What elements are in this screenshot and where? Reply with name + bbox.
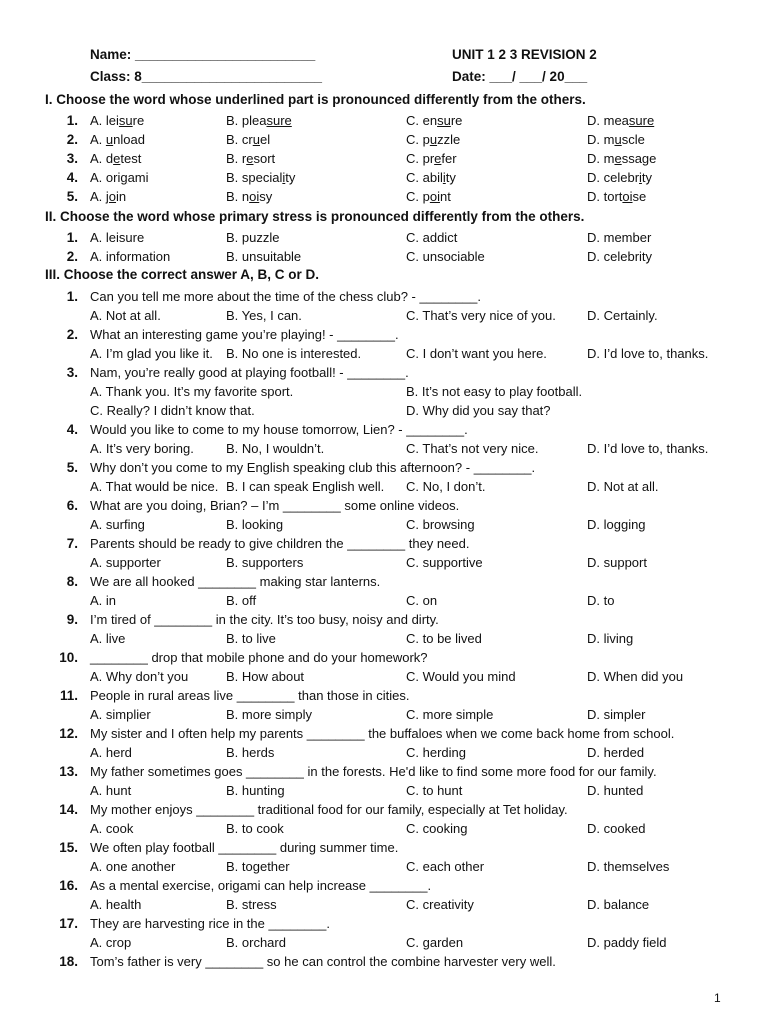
answer-option: D. hunted [587,783,644,798]
answer-option: B. hunting [226,783,285,798]
answer-option: B. off [226,593,257,608]
underlined-part: jo [105,189,117,204]
question-stem: I’m tired of ________ in the city. It’s too busy, noisy and dirty. [90,612,439,627]
question-row [0,327,768,346]
question-row [0,840,768,859]
unit-title: UNIT 1 2 3 REVISION 2 [452,47,597,62]
answer-option: B. No, I wouldn’t. [226,441,325,456]
question-stem: Can you tell me more about the time of the chess club? - ________. [90,289,481,304]
answer-option [406,189,451,204]
answer-option: B. together [226,859,290,874]
answer-option: D. balance [587,897,650,912]
answer-option: D. cooked [587,821,646,836]
question-number: 13. [59,764,78,779]
option-text: A. lei [90,113,119,128]
question-stem: What are you doing, Brian? – I’m ________ some online videos. [90,498,460,513]
answer-option: A. surfing [90,517,145,532]
answer-option: C. That’s very nice of you. [406,308,556,323]
question-number: 11. [59,688,78,703]
question-stem: As a mental exercise, origami can help increase ________. [90,878,432,893]
option-text: C. en [406,113,438,128]
question-row [0,189,768,208]
section-3-heading: III. Choose the correct answer A, B, C or D. [45,267,320,282]
date-field-label: Date: ___/ ___/ 20___ [452,69,588,84]
question-number: 4. [66,170,78,185]
question-row [0,574,768,593]
option-text: C. p [406,189,430,204]
answer-option [587,170,652,185]
answer-option: D. logging [587,517,646,532]
question-stem: Would you like to come to my house tomorrow, Lien? - ________. [90,422,468,437]
answer-option: C. more simple [406,707,494,722]
options-row [0,384,768,403]
question-stem: We often play football ________ during summer time. [90,840,399,855]
question-stem: Why don’t you come to my English speaking club this afternoon? - ________. [90,460,536,475]
question-row [0,650,768,669]
question-number: 3. [66,365,78,380]
option-text: ty [641,170,653,185]
options-row [0,707,768,726]
answer-option: A. supporter [90,555,161,570]
options-row [0,669,768,688]
answer-option [226,113,292,128]
question-row [0,878,768,897]
underlined-part: u [252,132,260,147]
option-text: zzle [437,132,461,147]
answer-option: B. orchard [226,935,286,950]
question-row [0,498,768,517]
answer-option: A. herd [90,745,132,760]
question-row [0,460,768,479]
option-text: D. m [587,132,615,147]
answer-option: B. No one is interested. [226,346,362,361]
question-row [0,726,768,745]
question-row [0,132,768,151]
question-stem: What an interesting game you’re playing! - ________. [90,327,399,342]
answer-option: A. in [90,593,117,608]
answer-option: A. I’m glad you like it. [90,346,213,361]
answer-option: C. unsociable [406,249,485,264]
answer-option: D. herded [587,745,645,760]
options-row [0,479,768,498]
options-row [0,403,768,422]
option-text: C. abil [406,170,443,185]
answer-option: A. live [90,631,126,646]
answer-option: C. That’s not very nice. [406,441,539,456]
underlined-part: u [105,132,114,147]
answer-option: C. No, I don’t. [406,479,486,494]
answer-option [587,151,656,166]
option-text: ssage [621,151,657,166]
question-row [0,536,768,555]
question-stem: They are harvesting rice in the ________. [90,916,330,931]
option-text: sort [253,151,276,166]
option-text: D. tort [587,189,623,204]
answer-option: B. How about [226,669,305,684]
answer-option: C. each other [406,859,485,874]
answer-option: D. When did you [587,669,684,684]
question-number: 2. [66,132,78,147]
answer-option: A. crop [90,935,132,950]
answer-option: D. celebrity [587,249,653,264]
answer-option: D. living [587,631,634,646]
answer-option [226,132,270,147]
underlined-part: sure [628,113,655,128]
question-row [0,230,768,249]
answer-option [90,151,141,166]
underlined-part: su [437,113,451,128]
answer-option: C. browsing [406,517,475,532]
option-text: A. [90,189,106,204]
answer-option: A. Why don’t you [90,669,189,684]
section-1-heading: I. Choose the word whose underlined part is pronounced differently from the others. [45,92,586,107]
underlined-part: u [614,132,622,147]
answer-option: A. hunt [90,783,132,798]
question-row [0,289,768,308]
option-text: se [632,189,647,204]
options-row [0,897,768,916]
question-stem: People in rural areas live ________ than those in cities. [90,688,410,703]
question-stem: Parents should be ready to give children the ________ they need. [90,536,470,551]
answer-option: D. simpler [587,707,646,722]
answer-option: D. Certainly. [587,308,658,323]
answer-option: B. looking [226,517,284,532]
answer-option: B. more simply [226,707,312,722]
options-row [0,517,768,536]
question-row [0,612,768,631]
answer-option [226,189,272,204]
underlined-part: e [614,151,622,166]
option-text: el [259,132,271,147]
answer-option: B. It’s not easy to play football. [406,384,583,399]
option-text: D. mea [587,113,629,128]
question-row [0,113,768,132]
option-text: A. [90,132,106,147]
options-row [0,935,768,954]
option-text: nt [439,189,451,204]
option-text: nload [113,132,145,147]
question-stem: We are all hooked ________ making star lanterns. [90,574,381,589]
answer-option: C. creativity [406,897,474,912]
answer-option: C. to be lived [406,631,482,646]
option-text: B. cr [226,132,253,147]
options-row [0,555,768,574]
answer-option: C. to hunt [406,783,463,798]
answer-option: A. Thank you. It’s my favorite sport. [90,384,294,399]
question-number: 8. [66,574,78,589]
answer-option [90,132,145,147]
question-row [0,764,768,783]
answer-option: C. on [406,593,438,608]
options-row [0,308,768,327]
question-row [0,422,768,441]
question-row [0,249,768,268]
options-row [0,745,768,764]
answer-option: A. It’s very boring. [90,441,194,456]
question-stem: Nam, you’re really good at playing football! - ________. [90,365,409,380]
section-2-heading: II. Choose the word whose primary stress is pronounced differently from the others. [45,209,585,224]
answer-option: B. supporters [226,555,304,570]
answer-option [406,132,460,147]
answer-option: B. puzzle [226,230,280,245]
answer-option: C. herding [406,745,466,760]
underlined-part: e [434,151,442,166]
answer-option: D. Why did you say that? [406,403,551,418]
answer-option: D. to [587,593,615,608]
answer-option: D. member [587,230,652,245]
underlined-part: su [118,113,133,128]
options-row [0,783,768,802]
answer-option: A. health [90,897,142,912]
option-text: re [450,113,463,128]
option-text: D. m [587,151,615,166]
question-row [0,916,768,935]
underlined-part: oi [249,189,260,204]
question-row [0,365,768,384]
option-text: B. special [226,170,283,185]
question-number: 15. [59,840,78,855]
question-row [0,151,768,170]
question-row [0,802,768,821]
underlined-part: e [113,151,121,166]
answer-option: C. I don’t want you here. [406,346,547,361]
question-row [0,954,768,973]
answer-option [226,170,295,185]
options-row [0,821,768,840]
answer-option: A. Not at all. [90,308,161,323]
question-number: 12. [59,726,78,741]
answer-option [90,189,126,204]
underlined-part: i [442,170,446,185]
answer-option: C. supportive [406,555,483,570]
answer-option [587,132,645,147]
underlined-part: e [246,151,254,166]
option-text: scle [621,132,645,147]
answer-option: A. simplier [90,707,151,722]
answer-option: D. support [587,555,647,570]
option-text: C. p [406,132,430,147]
answer-option: D. paddy field [587,935,667,950]
options-row [0,441,768,460]
option-text: ami [127,170,149,185]
answer-option: B. to live [226,631,276,646]
answer-option [406,113,462,128]
name-field-label: Name: ________________________ [90,47,316,62]
question-stem: Tom’s father is very ________ so he can control the combine harvester very well. [90,954,556,969]
answer-option: B. Yes, I can. [226,308,302,323]
question-row [0,688,768,707]
question-number: 9. [66,612,78,627]
answer-option [587,189,646,204]
question-row [0,170,768,189]
question-number: 2. [66,249,78,264]
answer-option [406,151,457,166]
question-number: 18. [59,954,78,969]
answer-option: C. Really? I didn’t know that. [90,403,255,418]
option-text: D. celebr [587,170,640,185]
answer-option: C. garden [406,935,464,950]
question-number: 3. [66,151,78,166]
options-row [0,346,768,365]
answer-option: B. unsuitable [226,249,302,264]
underlined-part: sure [266,113,292,128]
options-row [0,631,768,650]
answer-option: A. one another [90,859,176,874]
answer-option: B. herds [226,745,275,760]
answer-option: D. I’d love to, thanks. [587,346,709,361]
answer-option [226,151,275,166]
question-stem: My father sometimes goes ________ in the forests. He'd like to find some more food for our family. [90,764,657,779]
underlined-part: oi [429,189,440,204]
answer-option [90,113,144,128]
question-number: 16. [59,878,78,893]
options-row [0,593,768,612]
answer-option: D. Not at all. [587,479,659,494]
question-number: 6. [66,498,78,513]
underlined-part: oi [622,189,633,204]
answer-option [90,170,149,185]
question-number: 1. [66,230,78,245]
page-number: 1 [714,991,721,1005]
question-number: 7. [66,536,78,551]
question-stem: ________ drop that mobile phone and do your homework? [90,650,428,665]
class-field-label: Class: 8________________________ [90,69,322,84]
option-text: sy [259,189,273,204]
option-text: B. r [226,151,247,166]
option-text: fer [441,151,457,166]
option-text: C. pr [406,151,435,166]
option-text: ty [445,170,456,185]
answer-option: C. cooking [406,821,468,836]
option-text: re [132,113,145,128]
answer-option: D. I’d love to, thanks. [587,441,709,456]
question-number: 10. [59,650,78,665]
question-number: 5. [66,189,78,204]
option-text: A. d [90,151,114,166]
option-text: ty [285,170,296,185]
answer-option: A. information [90,249,171,264]
answer-option: D. themselves [587,859,670,874]
option-text: A. ori [90,170,121,185]
answer-option: A. leisure [90,230,145,245]
answer-option [587,113,654,128]
question-number: 14. [59,802,78,817]
answer-option [406,170,456,185]
options-row [0,859,768,878]
answer-option: B. to cook [226,821,284,836]
underlined-part: u [429,132,438,147]
underlined-part: i [639,170,642,185]
answer-option: C. addict [406,230,458,245]
question-number: 2. [66,327,78,342]
option-text: test [120,151,142,166]
question-stem: My sister and I often help my parents ________ the buffaloes when we come back home from school. [90,726,675,741]
option-text: B. n [226,189,250,204]
question-number: 4. [66,422,78,437]
answer-option: B. I can speak English well. [226,479,385,494]
option-text: B. plea [226,113,267,128]
underlined-part: g [120,170,128,185]
answer-option: A. cook [90,821,134,836]
option-text: in [116,189,127,204]
question-number: 5. [66,460,78,475]
question-number: 17. [59,916,78,931]
underlined-part: i [282,170,286,185]
answer-option: A. That would be nice. [90,479,219,494]
answer-option: B. stress [226,897,277,912]
question-number: 1. [66,113,78,128]
question-stem: My mother enjoys ________ traditional food for our family, especially at Tet holiday. [90,802,568,817]
question-number: 1. [66,289,78,304]
answer-option: C. Would you mind [406,669,516,684]
